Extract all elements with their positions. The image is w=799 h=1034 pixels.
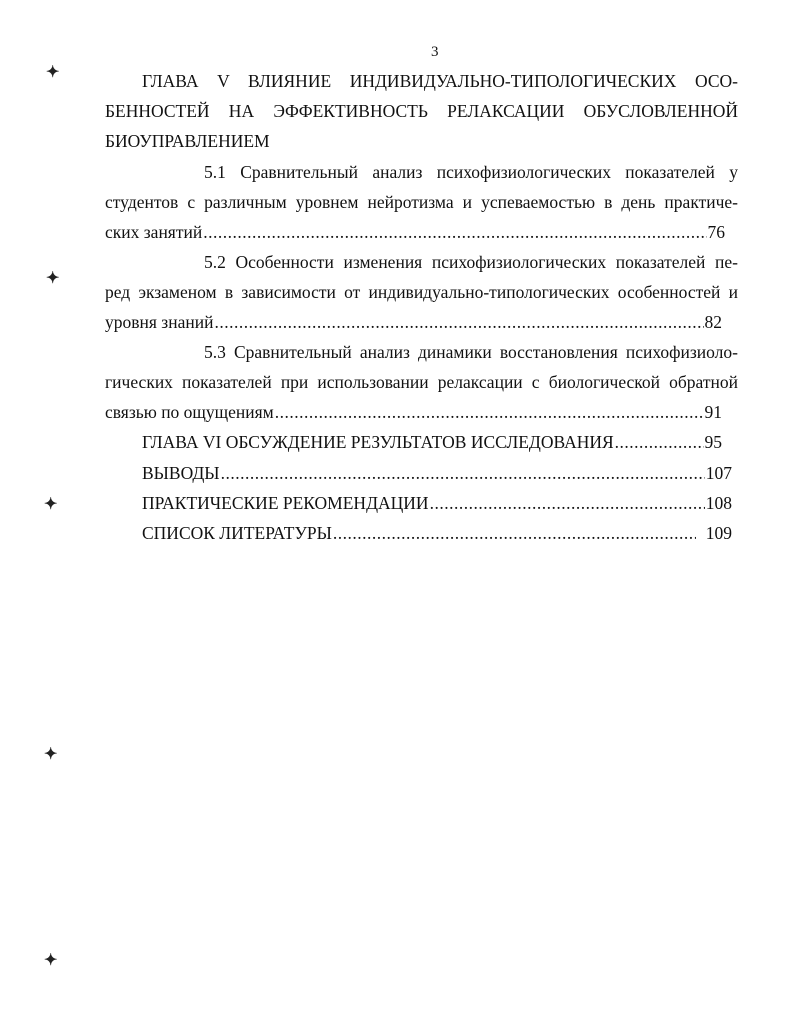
recommendations-entry[interactable] (142, 492, 732, 514)
section-5-2-entry[interactable] (105, 311, 722, 333)
leader-dots (221, 462, 705, 484)
page-number: 3 (431, 44, 439, 60)
chapter5-title-line2: БЕННОСТЕЙ НА ЭФФЕКТИВНОСТЬ РЕЛАКСАЦИИ ОБУСЛОВЛЕННОЙ (105, 101, 738, 121)
section-5-3-page: 91 (704, 402, 722, 422)
leader-dots (203, 221, 706, 243)
leader-dots (275, 401, 704, 423)
conclusions-entry[interactable] (142, 462, 732, 484)
binding-hole-mark: ✦ (46, 270, 60, 287)
leader-dots (615, 431, 704, 453)
section-5-1-line1: 5.1 Сравнительный анализ психофизиологических показателей у (204, 162, 738, 182)
section-5-2-page: 82 (704, 312, 722, 332)
section-5-2-line3: уровня знаний (105, 312, 214, 332)
section-5-3-line3: связью по ощущениям (105, 402, 274, 422)
binding-hole-mark: ✦ (44, 496, 58, 513)
section-5-2-line2: ред экзаменом в зависимости от индивидуально-типологических особенностей и (105, 282, 738, 302)
section-5-3-line1: 5.3 Сравнительный анализ динамики восстановления психофизиоло- (204, 342, 738, 362)
leader-dots (430, 492, 705, 514)
section-5-2-line1: 5.2 Особенности изменения психофизиологических показателей пе- (204, 252, 738, 272)
conclusions-page: 107 (705, 463, 732, 483)
binding-hole-mark: ✦ (46, 64, 60, 81)
section-5-3-entry[interactable] (105, 401, 722, 423)
section-5-1-line2: студентов с различным уровнем нейротизма и успеваемостью в день практиче- (105, 192, 738, 212)
section-5-1-entry[interactable] (105, 221, 725, 243)
leader-dots (214, 311, 703, 333)
section-5-1-line3: ских занятий (105, 222, 203, 242)
chapter6-label: ГЛАВА VI ОБСУЖДЕНИЕ РЕЗУЛЬТАТОВ ИССЛЕДОВАНИЯ (142, 432, 614, 452)
recommendations-page: 108 (705, 493, 732, 513)
chapter5-title-line1: ГЛАВА V ВЛИЯНИЕ ИНДИВИДУАЛЬНО-ТИПОЛОГИЧЕСКИХ ОСО- (142, 71, 738, 91)
conclusions-label: ВЫВОДЫ (142, 463, 220, 483)
references-page: 109 (705, 523, 732, 543)
references-entry[interactable] (142, 522, 732, 544)
section-5-1-page: 76 (707, 222, 725, 242)
leader-dots (333, 522, 696, 544)
references-label: СПИСОК ЛИТЕРАТУРЫ (142, 523, 332, 543)
chapter5-title-line3: БИОУПРАВЛЕНИЕМ (105, 131, 270, 151)
section-5-3-line2: гических показателей при использовании релаксации с биологической обратной (105, 372, 738, 392)
recommendations-label: ПРАКТИЧЕСКИЕ РЕКОМЕНДАЦИИ (142, 493, 429, 513)
chapter6-entry[interactable] (142, 431, 722, 453)
binding-hole-mark: ✦ (44, 952, 58, 969)
binding-hole-mark: ✦ (44, 746, 58, 763)
chapter6-page: 95 (704, 432, 722, 452)
